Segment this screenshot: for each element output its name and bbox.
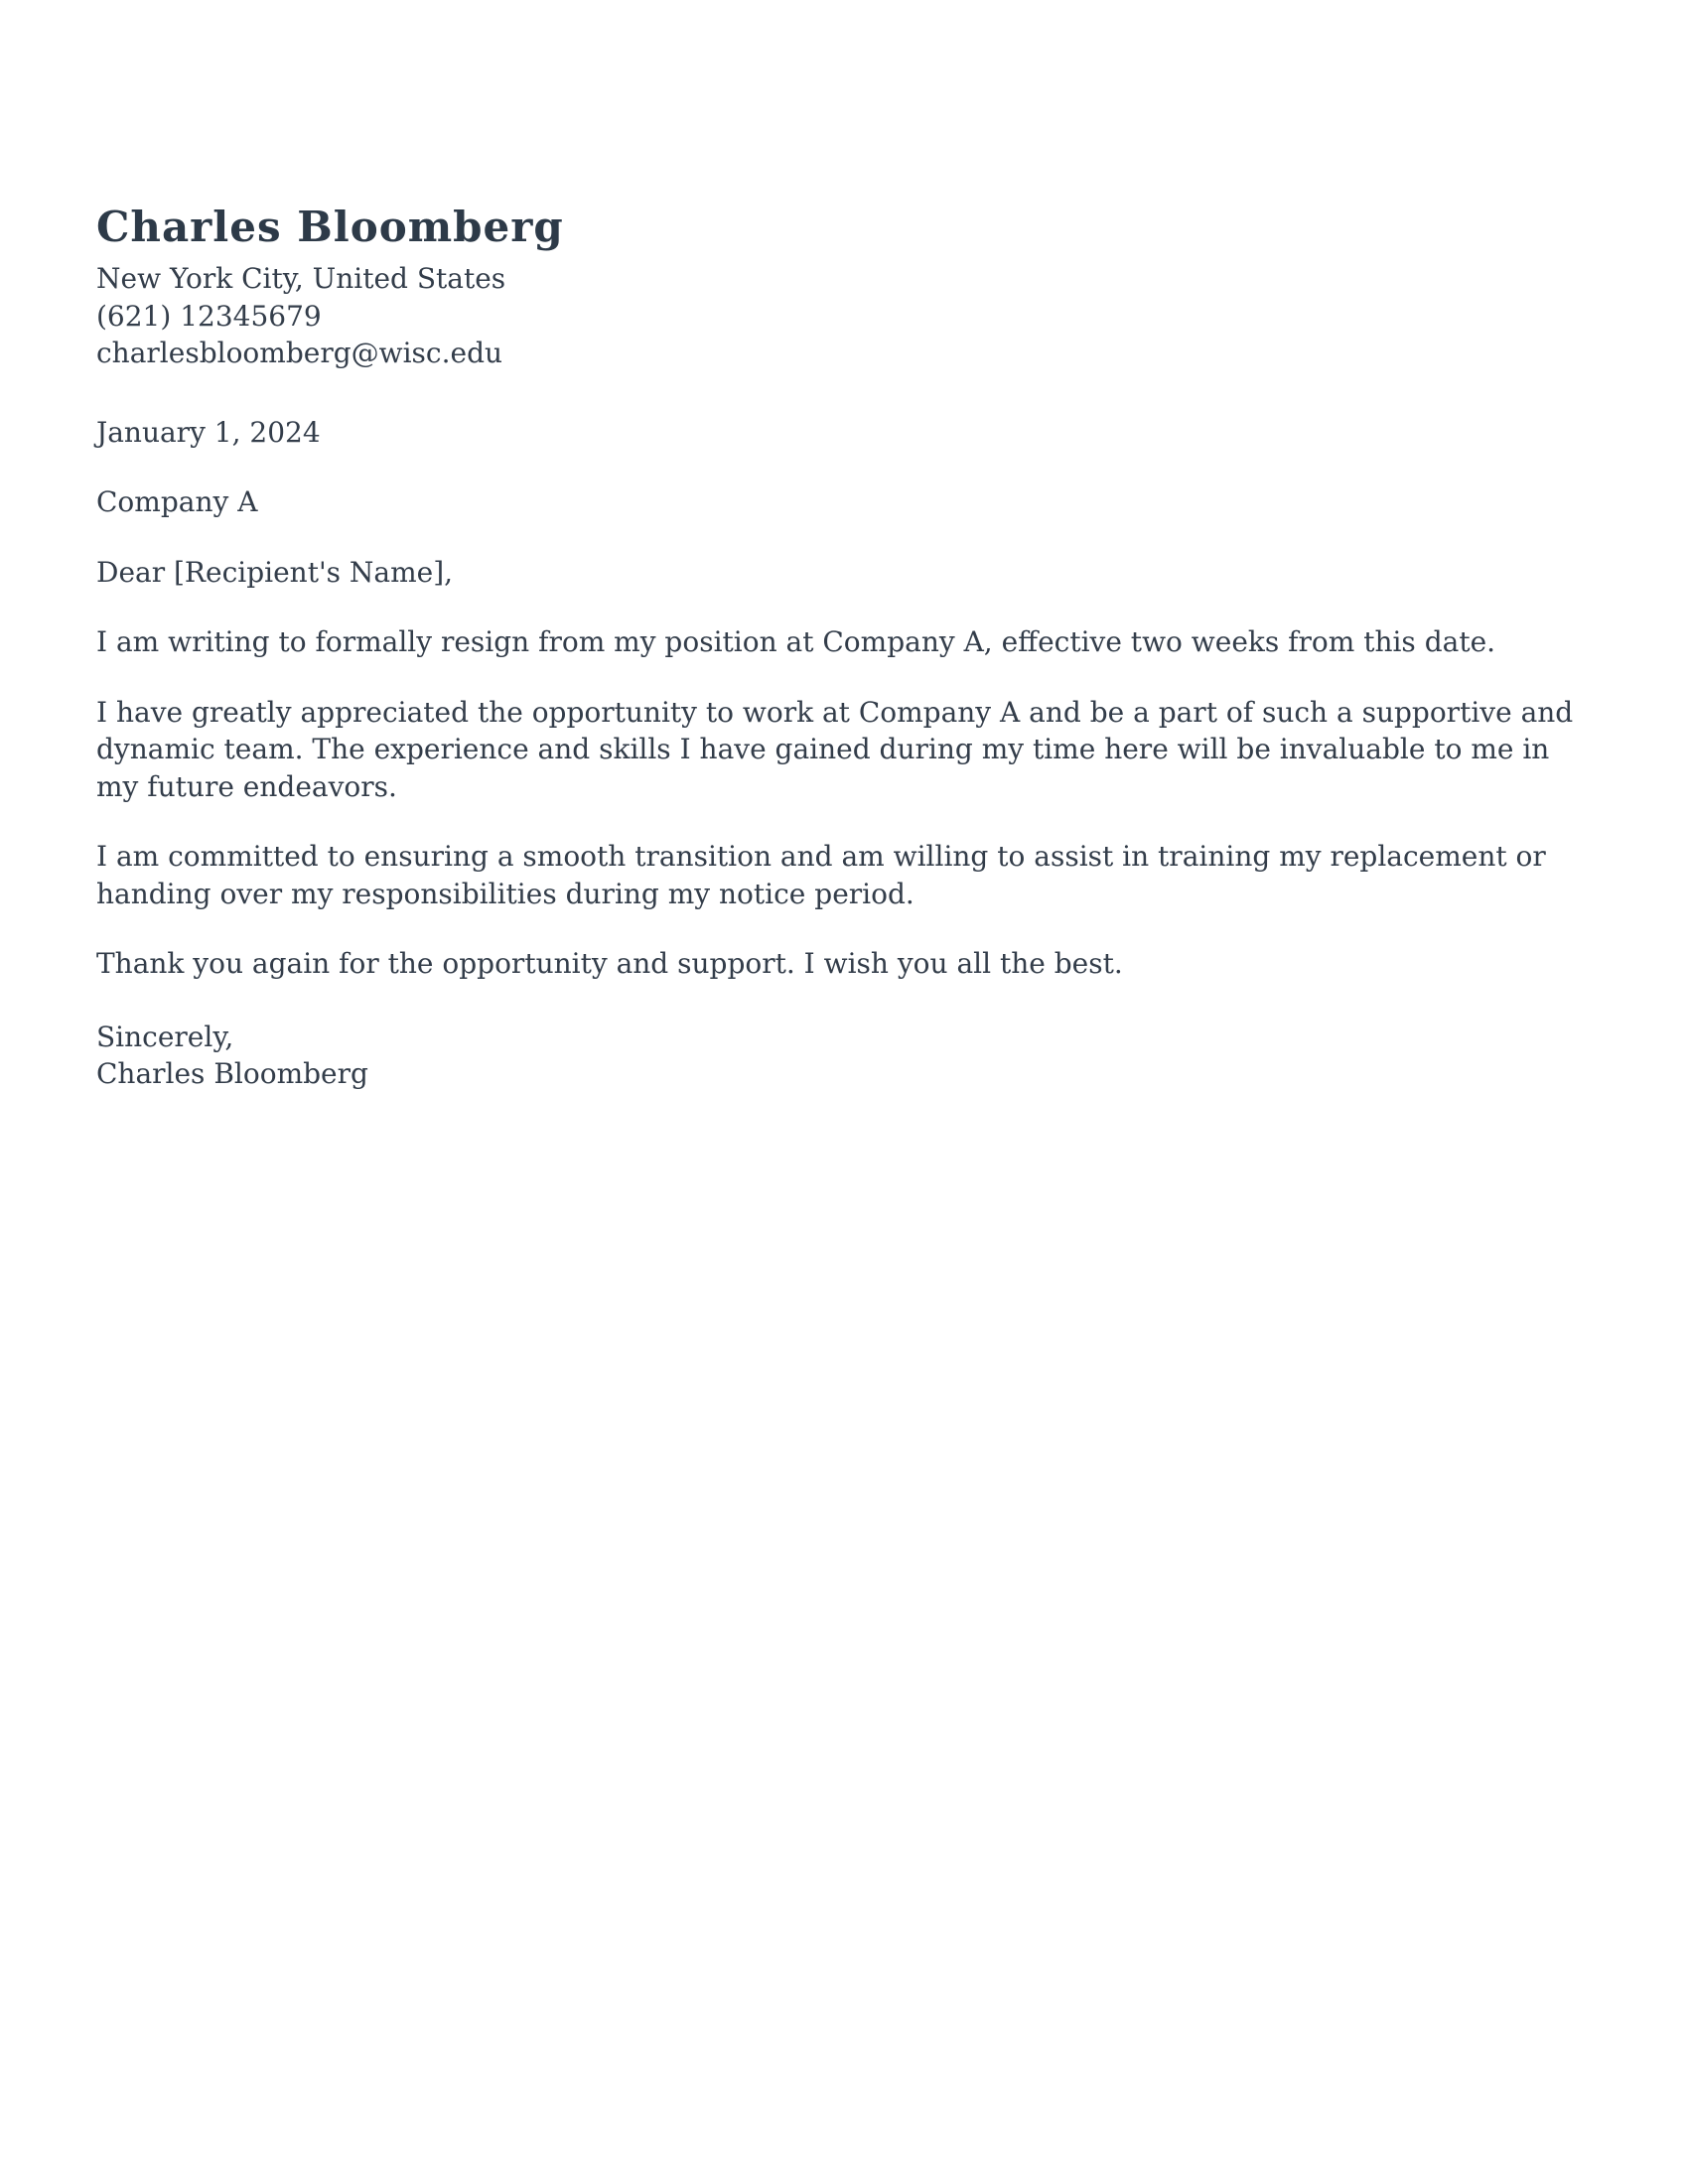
closing: Sincerely,	[96, 1020, 234, 1053]
letter-page	[96, 199, 1596, 1093]
salutation: Dear [Recipient's Name],	[96, 555, 454, 589]
body-paragraph-2: I have greatly appreciated the opportunity to work at Company A and be a part of such a supportive and dynamic team. The experience and skills I have gained during my time here will be invaluable to me in my future endeavors.	[96, 695, 1574, 803]
body-paragraph-3: I am committed to ensuring a smooth transition and am willing to assist in training my replacement or handing over my responsibilities during my notice period.	[96, 840, 1546, 910]
sender-email: charlesbloomberg@wisc.edu	[96, 337, 503, 369]
sender-name: Charles Bloomberg	[96, 203, 564, 251]
recipient-company: Company A	[96, 485, 258, 518]
sender-location: New York City, United States	[96, 262, 506, 295]
body-paragraph-1: I am writing to formally resign from my position at Company A, effective two weeks from this date.	[96, 625, 1496, 658]
signature: Charles Bloomberg	[96, 1057, 368, 1090]
letter-date: January 1, 2024	[96, 415, 321, 449]
body-paragraph-4: Thank you again for the opportunity and support. I wish you all the best.	[96, 947, 1123, 980]
sender-phone: (621) 12345679	[96, 299, 322, 333]
